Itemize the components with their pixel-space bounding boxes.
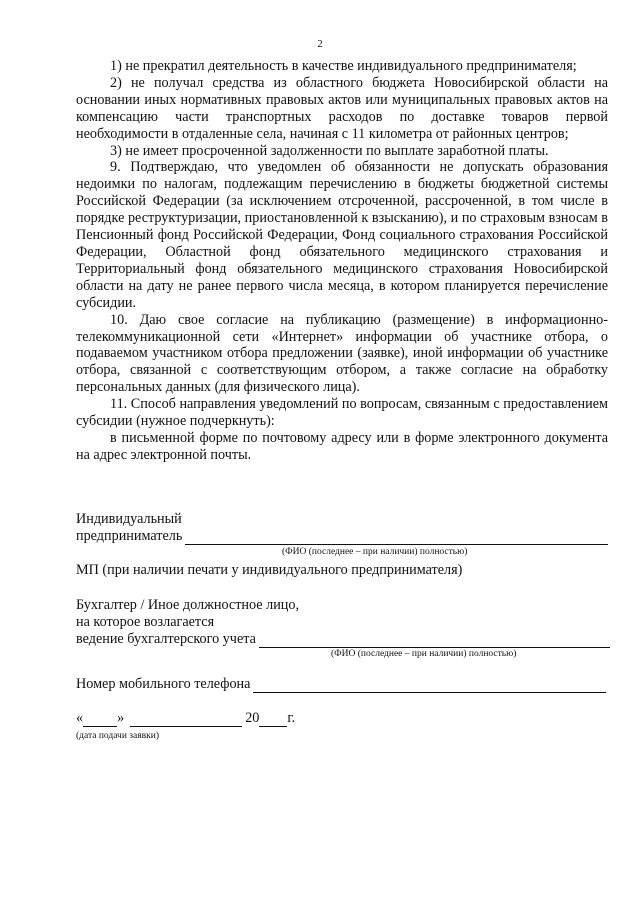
entrepreneur-label-line2: предприниматель [76,528,183,544]
paragraph-item-3: 3) не имеет просроченной задолженности по выплате заработной платы. [110,142,549,159]
paragraph-item-1: 1) не прекратил деятельность в качестве индивидуального предпринимателя; [110,58,577,74]
accountant-fio-row [76,631,616,648]
paragraph-clause-11: 11. Способ направления уведомлений по вопросам, связанным с предоставлением субсидии (нужное подчеркнуть): [76,396,608,430]
paragraph-notification-method: в письменной форме по почтовому адресу или в форме электронного документа на адрес электронной почты. [76,429,608,463]
entrepreneur-fio-caption: (ФИО (последнее – при наличии) полностью) [282,547,468,557]
phone-label: Номер мобильного телефона [76,676,251,692]
document-body [76,58,608,464]
date-row [76,710,616,727]
entrepreneur-fio-row [76,528,616,545]
date-year-prefix: 20 [245,710,260,726]
date-year-suffix: г. [287,710,296,726]
accountant-fio-field[interactable] [259,634,610,648]
entrepreneur-fio-field[interactable] [185,531,608,545]
paragraph-clause-10: 10. Даю свое согласие на публикацию (размещение) в информационно-телекоммуникационной сети «Интернет» информации об участнике отбора, о подаваемом участником отбора предложении (заявке), иной информации об участнике отбора, связанной с соответствующим отбором, а также согласие на обработку персональных данных (для физического лица). [76,311,608,396]
paragraph-clause-9: 9. Подтверждаю, что уведомлен об обязанности не допускать образования недоимки по налогам, подлежащим перечислению в бюджеты бюджетной системы Российской Федерации (за исключением отсроченной, рассроченной, в том числе в порядке реструктуризации, приостановленной к взысканию), и по страховым взносам в Пенсионный фонд Российской Федерации, Фонд социального страхования Российской Федерации, Областной фонд обязательного медицинского страхования и Территориальный фонд обязательного медицинского страхования Новосибирской области на дату не ранее первого числа месяца, в котором планируется перечисление субсидии. [76,159,608,311]
phone-block [76,676,616,693]
stamp-note: МП (при наличии печати у индивидуального предпринимателя) [76,562,463,578]
paragraph-item-2: 2) не получал средства из областного бюджета Новосибирской области на основании иных нормативных правовых актов или муниципальных правовых актов на компенсацию части транспортных расходов по доставке товаров первой необходимости в отдаленные села, начиная с 11 километра от районных центров; [76,74,608,142]
date-block [76,710,616,742]
date-month-field[interactable] [130,713,242,727]
entrepreneur-signature-block [76,511,616,558]
accountant-label-line3: ведение бухгалтерского учета [76,631,256,647]
accountant-label-line2: на которое возлагается [76,614,215,630]
date-open-quote: « [76,710,84,726]
page-number: 2 [317,38,323,50]
date-year-field[interactable] [259,713,287,727]
date-day-field[interactable] [83,713,117,727]
entrepreneur-label-line1: Индивидуальный [76,511,182,527]
accountant-fio-caption: (ФИО (последнее – при наличии) полностью) [331,649,517,659]
phone-row [76,676,616,693]
date-close-quote: » [117,710,125,726]
accountant-label-line1: Бухгалтер / Иное должностное лицо, [76,597,300,613]
accountant-signature-block [76,597,616,660]
date-caption: (дата подачи заявки) [76,731,159,741]
phone-input-field[interactable] [253,679,606,693]
